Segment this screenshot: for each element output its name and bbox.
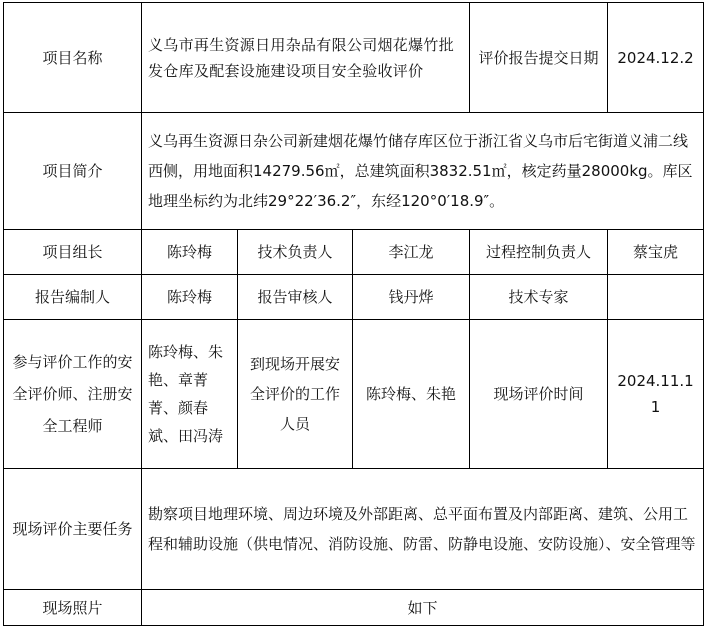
- report-author-value: 陈玲梅: [142, 275, 238, 320]
- photos-value: 如下: [142, 590, 704, 626]
- onsite-staff-label: 到现场开展安全评价的工作人员: [238, 320, 353, 469]
- row-photos: [4, 590, 704, 626]
- row-report-author: [4, 275, 704, 320]
- report-author-label: 报告编制人: [4, 275, 142, 320]
- project-intro-value: 义乌再生资源日杂公司新建烟花爆竹储存库区位于浙江省义乌市后宅街道义浦二线西侧，用地面积14279.56㎡，总建筑面积3832.51㎡，核定药量28000kg。库区地理坐标约为北纬29°22′36.2″，东经120°0′18.9″。: [142, 113, 704, 230]
- process-lead-value: 蔡宝虎: [608, 230, 704, 275]
- project-name-label: 项目名称: [4, 3, 142, 113]
- row-project-name: [4, 3, 704, 113]
- report-reviewer-label: 报告审核人: [238, 275, 353, 320]
- tech-lead-value: 李江龙: [353, 230, 470, 275]
- photos-label: 现场照片: [4, 590, 142, 626]
- tech-expert-label: 技术专家: [470, 275, 608, 320]
- project-intro-label: 项目简介: [4, 113, 142, 230]
- row-evaluators: [4, 320, 704, 469]
- onsite-time-label: 现场评价时间: [470, 320, 608, 469]
- team-leader-value: 陈玲梅: [142, 230, 238, 275]
- onsite-staff-value: 陈玲梅、朱艳: [353, 320, 470, 469]
- tech-expert-value: [608, 275, 704, 320]
- evaluators-value: 陈玲梅、朱艳、章菁菁、颜春斌、田冯涛: [142, 320, 238, 469]
- row-main-tasks: [4, 469, 704, 590]
- report-table: [3, 2, 704, 626]
- main-tasks-value: 勘察项目地理环境、周边环境及外部距离、总平面布置及内部距离、建筑、公用工程和辅助设施（供电情况、消防设施、防雷、防静电设施、安防设施）、安全管理等: [142, 469, 704, 590]
- onsite-time-value: 2024.11.11: [608, 320, 704, 469]
- tech-lead-label: 技术负责人: [238, 230, 353, 275]
- evaluators-label: 参与评价工作的安全评价师、注册安全工程师: [4, 320, 142, 469]
- project-name-value: 义乌市再生资源日用杂品有限公司烟花爆竹批发仓库及配套设施建设项目安全验收评价: [142, 3, 470, 113]
- report-reviewer-value: 钱丹烨: [353, 275, 470, 320]
- submit-date-label: 评价报告提交日期: [470, 3, 608, 113]
- submit-date-value: 2024.12.2: [608, 3, 704, 113]
- main-tasks-label: 现场评价主要任务: [4, 469, 142, 590]
- row-team-leader: [4, 230, 704, 275]
- team-leader-label: 项目组长: [4, 230, 142, 275]
- process-lead-label: 过程控制负责人: [470, 230, 608, 275]
- row-project-intro: [4, 113, 704, 230]
